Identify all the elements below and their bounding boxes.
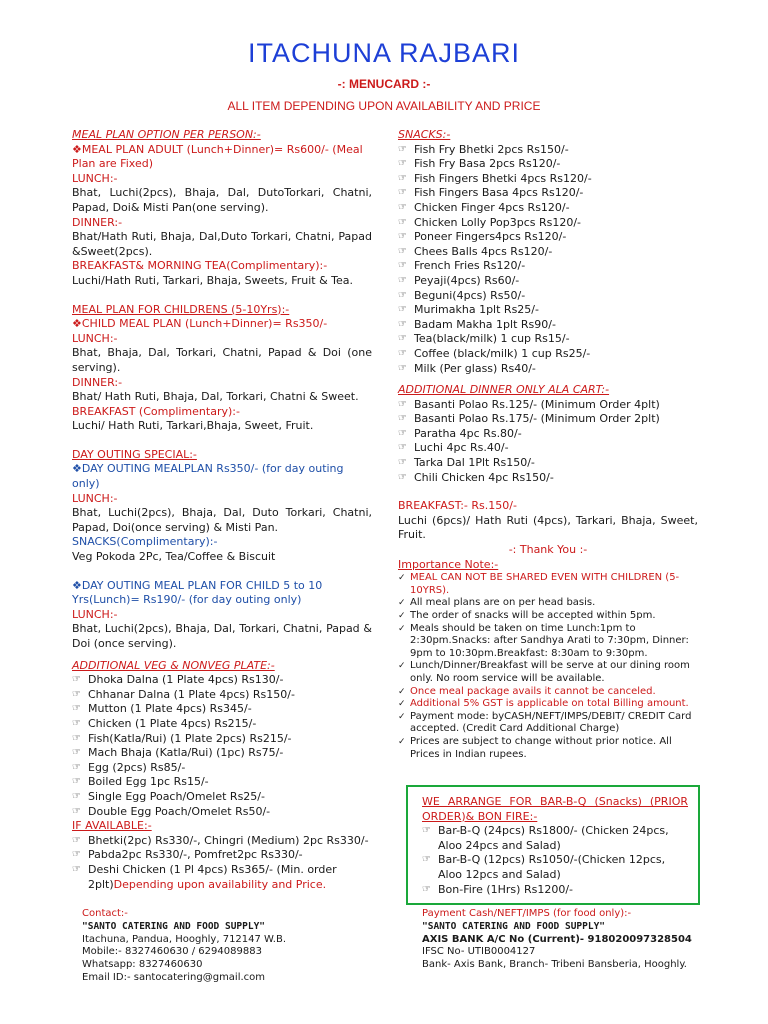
list-item: ☞ Fish Fingers Bhetki 4pcs Rs120/- <box>398 171 592 185</box>
pointing-hand-icon: ☞ <box>398 471 407 483</box>
right-column <box>398 128 698 761</box>
contact-block <box>82 908 372 985</box>
pointing-hand-icon: ☞ <box>398 274 407 286</box>
day-outing-plan: ❖DAY OUTING MEALPLAN Rs350/- (for day outing only) <box>72 462 344 491</box>
pointing-hand-icon: ☞ <box>398 231 407 243</box>
pointing-hand-icon: ☞ <box>398 398 407 410</box>
list-item: ☞ Chicken Lolly Pop3pcs Rs120/- <box>398 215 582 229</box>
day-snacks-text: Veg Pokoda 2Pc, Tea/Coffee & Biscuit <box>72 550 276 564</box>
list-item: ☞ Bon-Fire (1Hrs) Rs1200/- <box>422 882 573 896</box>
lunch-text: Bhat, Luchi(2pcs), Bhaja, Dal, DutoTorkari, Chatni, Papad, Doi& Misti Pan(one serving). <box>72 186 372 214</box>
checkmark-icon: ✓ <box>398 611 406 621</box>
contact-heading: Contact:- <box>82 908 128 919</box>
pointing-hand-icon: ☞ <box>72 688 81 700</box>
bbq-heading: WE ARRANGE FOR BAR-B-Q (Snacks) (PRIOR ORDER)& BON FIRE:- <box>422 795 688 823</box>
list-item: ☞ Mutton (1 Plate 4pcs) Rs345/- <box>72 702 252 716</box>
list-item: ✓ All meal plans are on per head basis. <box>398 597 596 609</box>
pointing-hand-icon: ☞ <box>398 158 407 170</box>
list-item: ☞ Deshi Chicken (1 Pl 4pcs) Rs365/- (Min. order 2plt)Depending upon availability and Price. <box>72 862 337 891</box>
child-lunch-text: Bhat, Bhaja, Dal, Torkari, Chatni, Papad & Doi (one serving). <box>72 346 372 374</box>
snacks-list <box>398 143 698 377</box>
list-item: ☞ Peyaji(4pcs) Rs60/- <box>398 273 520 287</box>
day-lunch-text: Bhat, Luchi(2pcs), Bhaja, Dal, Duto Torkari, Chatni, Papad, Doi(once serving) & Misti Pan. <box>72 506 372 534</box>
checkmark-icon: ✓ <box>398 623 406 634</box>
availability-notice: ALL ITEM DEPENDING UPON AVAILABILITY AND PRICE <box>227 99 541 113</box>
list-item: ✓ Prices are subject to change without prior notice. All Prices in Indian rupees. <box>398 735 672 760</box>
list-item: ☞ Fish Fingers Basa 4pcs Rs120/- <box>398 186 584 200</box>
additional-plate-list <box>72 673 372 819</box>
pointing-hand-icon: ☞ <box>398 201 407 213</box>
list-item: ☞ Milk (Per glass) Rs40/- <box>398 361 536 375</box>
pointing-hand-icon: ☞ <box>398 362 407 374</box>
checkmark-icon: ✓ <box>398 686 406 697</box>
importance-note-list <box>398 572 698 761</box>
pointing-hand-icon: ☞ <box>398 172 407 184</box>
contact-whatsapp: Whatsapp: 8327460630 <box>82 959 203 971</box>
child-heading: MEAL PLAN FOR CHILDRENS (5-10Yrs):- <box>72 302 290 316</box>
list-item: ☞ Paratha 4pc Rs.80/- <box>398 426 522 440</box>
bbq-list <box>422 824 688 897</box>
child-dinner-label: DINNER:- <box>72 375 123 389</box>
pointing-hand-icon: ☞ <box>72 732 81 744</box>
pointing-hand-icon: ☞ <box>398 318 407 330</box>
checkmark-icon: ✓ <box>398 699 406 710</box>
depending-note: Depending upon availability and Price. <box>113 877 327 891</box>
child-dinner-text: Bhat/ Hath Ruti, Bhaja, Dal, Torkari, Chatni & Sweet. <box>72 390 359 404</box>
pointing-hand-icon: ☞ <box>72 863 81 875</box>
importance-note-heading: Importance Note:- <box>398 557 499 571</box>
adult-plan: ❖MEAL PLAN ADULT (Lunch+Dinner)= Rs600/- (Meal Plan are Fixed) <box>72 142 363 171</box>
list-item: ☞ Boiled Egg 1pc Rs15/- <box>72 775 209 789</box>
pointing-hand-icon: ☞ <box>72 717 81 729</box>
list-item: ☞ Chicken (1 Plate 4pcs) Rs215/- <box>72 716 257 730</box>
pointing-hand-icon: ☞ <box>72 805 81 817</box>
pointing-hand-icon: ☞ <box>398 304 407 316</box>
pointing-hand-icon: ☞ <box>398 289 407 301</box>
pointing-hand-icon: ☞ <box>422 883 431 895</box>
contact-company: "SANTO CATERING AND FOOD SUPPLY" <box>82 920 266 932</box>
meal-plan-heading: MEAL PLAN OPTION PER PERSON:- <box>72 128 261 141</box>
checkmark-icon: ✓ <box>398 598 406 609</box>
pointing-hand-icon: ☞ <box>398 260 407 272</box>
pointing-hand-icon: ☞ <box>72 674 81 686</box>
checkmark-icon: ✓ <box>398 661 406 672</box>
menucard-subtitle: -: MENUCARD :- <box>337 77 431 91</box>
list-item: ☞ Bar-B-Q (24pcs) Rs1800/- (Chicken 24pcs, Aloo 24pcs and Salad) <box>422 824 669 852</box>
breakfast-price-heading: BREAKFAST:- Rs.150/- <box>398 499 517 513</box>
list-item: ☞ Murimakha 1plt Rs25/- <box>398 303 539 317</box>
pointing-hand-icon: ☞ <box>398 245 407 257</box>
pointing-hand-icon: ☞ <box>72 849 81 861</box>
list-item: ✓ The order of snacks will be accepted within 5pm. <box>398 610 656 621</box>
pointing-hand-icon: ☞ <box>72 776 81 788</box>
pointing-hand-icon: ☞ <box>422 825 431 837</box>
pointing-hand-icon: ☞ <box>72 761 81 773</box>
list-item: ☞ Chicken Finger 4pcs Rs120/- <box>398 200 570 214</box>
list-item: ✓ Once meal package avails it cannot be canceled. <box>398 685 656 697</box>
list-item: ☞ Tea(black/milk) 1 cup Rs15/- <box>398 332 570 346</box>
dinner-cart-heading: ADDITIONAL DINNER ONLY ALA CART:- <box>398 383 610 397</box>
child-plan: ❖CHILD MEAL PLAN (Lunch+Dinner)= Rs350/- <box>72 317 328 331</box>
pointing-hand-icon: ☞ <box>398 442 407 454</box>
page-title: ITACHUNA RAJBARI <box>247 38 521 68</box>
dinner-cart-list <box>398 398 698 486</box>
list-item: ☞ Bar-B-Q (12pcs) Rs1050/-(Chicken 12pcs, Aloo 12pcs and Salad) <box>422 853 666 881</box>
list-item: ✓ MEAL CAN NOT BE SHARED EVEN WITH CHILDREN (5-10YRS). <box>398 572 680 596</box>
day-outing-heading: DAY OUTING SPECIAL:- <box>72 447 197 461</box>
breakfast-price-text: Luchi (6pcs)/ Hath Ruti (4pcs), Tarkari, Bhaja, Sweet, Fruit. <box>398 513 698 542</box>
list-item: ☞ Coffee (black/milk) 1 cup Rs25/- <box>398 346 591 360</box>
list-item: ✓ Additional 5% GST is applicable on total Billing amount. <box>398 698 689 710</box>
list-item: ☞ Single Egg Poach/Omelet Rs25/- <box>72 789 265 803</box>
if-available-list <box>72 834 372 892</box>
day-snacks-label: SNACKS(Complimentary):- <box>72 535 218 549</box>
day-child-lunch-label: LUNCH:- <box>72 607 118 621</box>
list-item: ☞ Poneer Fingers4pcs Rs120/- <box>398 230 567 244</box>
payment-block <box>422 908 722 972</box>
pointing-hand-icon: ☞ <box>72 834 81 846</box>
pointing-hand-icon: ☞ <box>398 143 407 155</box>
list-item: ☞ Tarka Dal 1Plt Rs150/- <box>398 456 535 470</box>
list-item: ✓ Payment mode: byCASH/NEFT/IMPS/DEBIT/ CREDIT Card accepted. (Credit Card Additional Charge) <box>398 710 692 735</box>
day-child-lunch-text: Bhat, Luchi(2pcs), Bhaja, Dal, Torkari, Chatni, Papad & Doi (once serving). <box>72 622 372 650</box>
day-lunch-label: LUNCH:- <box>72 491 118 505</box>
list-item: ☞ Luchi 4pc Rs.40/- <box>398 441 509 455</box>
pointing-hand-icon: ☞ <box>72 703 81 715</box>
checkmark-icon: ✓ <box>398 711 406 722</box>
additional-plate-heading: ADDITIONAL VEG & NONVEG PLATE:- <box>72 658 275 672</box>
left-column <box>72 128 372 892</box>
list-item: ☞ Chhanar Dalna (1 Plate 4pcs) Rs150/- <box>72 687 295 701</box>
pointing-hand-icon: ☞ <box>398 187 407 199</box>
pointing-hand-icon: ☞ <box>72 790 81 802</box>
list-item: ☞ Chees Balls 4pcs Rs120/- <box>398 244 553 258</box>
list-item: ✓ Meals should be taken on time Lunch:1pm to 2:30pm.Snacks: after Sandhya Arati to 7:30pm, Dinner: 9pm to 10:30pm.Breakfast: 8:30am to 9:30pm. <box>398 622 689 659</box>
day-child-plan: ❖DAY OUTING MEAL PLAN FOR CHILD 5 to 10 Yrs(Lunch)= Rs190/- (for day outing only) <box>72 578 323 607</box>
child-lunch-label: LUNCH:- <box>72 331 118 345</box>
pointing-hand-icon: ☞ <box>398 427 407 439</box>
payment-account: AXIS BANK A/C No (Current)- 918020097328504 <box>422 933 692 945</box>
list-item: ☞ Double Egg Poach/Omelet Rs50/- <box>72 804 271 818</box>
pointing-hand-icon: ☞ <box>398 413 407 425</box>
list-item: ☞ Basanti Polao Rs.175/- (Minimum Order 2plt) <box>398 412 660 426</box>
payment-heading: Payment Cash/NEFT/IMPS (for food only):- <box>422 908 632 919</box>
list-item: ✓ Lunch/Dinner/Breakfast will be serve at our dining room only. No room service will be available. <box>398 660 690 684</box>
breakfast-text: Luchi/Hath Ruti, Tarkari, Bhaja, Sweets, Fruit & Tea. <box>72 273 354 287</box>
list-item: ☞ Badam Makha 1plt Rs90/- <box>398 317 556 331</box>
payment-company: "SANTO CATERING AND FOOD SUPPLY" <box>422 920 606 932</box>
dinner-text: Bhat/Hath Ruti, Bhaja, Dal,Duto Torkari, Chatni, Papad &Sweet(2pcs). <box>72 230 372 258</box>
breakfast-label: BREAKFAST& MORNING TEA(Complimentary):- <box>72 259 328 273</box>
checkmark-icon: ✓ <box>398 573 406 584</box>
payment-bank: Bank- Axis Bank, Branch- Tribeni Bansberia, Hooghly. <box>422 959 687 971</box>
pointing-hand-icon: ☞ <box>398 333 407 345</box>
list-item: ☞ Fish(Katla/Rui) (1 Plate 2pcs) Rs215/- <box>72 731 292 745</box>
list-item: ☞ Beguni(4pcs) Rs50/- <box>398 288 526 302</box>
child-breakfast-label: BREAKFAST (Complimentary):- <box>72 404 240 418</box>
list-item: ☞ Egg (2pcs) Rs85/- <box>72 760 186 774</box>
list-item: ☞ Dhoka Dalna (1 Plate 4pcs) Rs130/- <box>72 673 284 687</box>
list-item: ☞ Fish Fry Bhetki 2pcs Rs150/- <box>398 142 569 156</box>
checkmark-icon: ✓ <box>398 736 406 747</box>
snacks-heading: SNACKS:- <box>398 128 451 141</box>
contact-mobile: Mobile:- 8327460630 / 6294089883 <box>82 946 262 958</box>
list-item: ☞ French Fries Rs120/- <box>398 259 526 273</box>
pointing-hand-icon: ☞ <box>72 747 81 759</box>
dinner-label: DINNER:- <box>72 215 123 229</box>
lunch-label: LUNCH:- <box>72 171 118 185</box>
thank-you-text: -: Thank You :- <box>508 543 588 557</box>
list-item: ☞ Bhetki(2pc) Rs330/-, Chingri (Medium) 2pc Rs330/- <box>72 833 369 847</box>
contact-address: Itachuna, Pandua, Hooghly, 712147 W.B. <box>82 933 287 945</box>
pointing-hand-icon: ☞ <box>398 216 407 228</box>
list-item: ☞ Chili Chicken 4pc Rs150/- <box>398 470 554 484</box>
list-item: ☞ Basanti Polao Rs.125/- (Minimum Order 4plt) <box>398 397 660 411</box>
pointing-hand-icon: ☞ <box>398 457 407 469</box>
contact-email: Email ID:- santocatering@gmail.com <box>82 971 266 983</box>
payment-ifsc: IFSC No- UTIB0004127 <box>422 946 536 958</box>
list-item: ☞ Pabda2pc Rs330/-, Pomfret2pc Rs330/- <box>72 848 303 862</box>
list-item: ☞ Fish Fry Basa 2pcs Rs120/- <box>398 157 561 171</box>
child-breakfast-text: Luchi/ Hath Ruti, Tarkari,Bhaja, Sweet, Fruit. <box>72 419 314 433</box>
bbq-box <box>406 785 700 905</box>
if-available-heading: IF AVAILABLE:- <box>72 819 152 833</box>
list-item: ☞ Mach Bhaja (Katla/Rui) (1pc) Rs75/- <box>72 746 284 760</box>
pointing-hand-icon: ☞ <box>398 347 407 359</box>
pointing-hand-icon: ☞ <box>422 854 431 866</box>
